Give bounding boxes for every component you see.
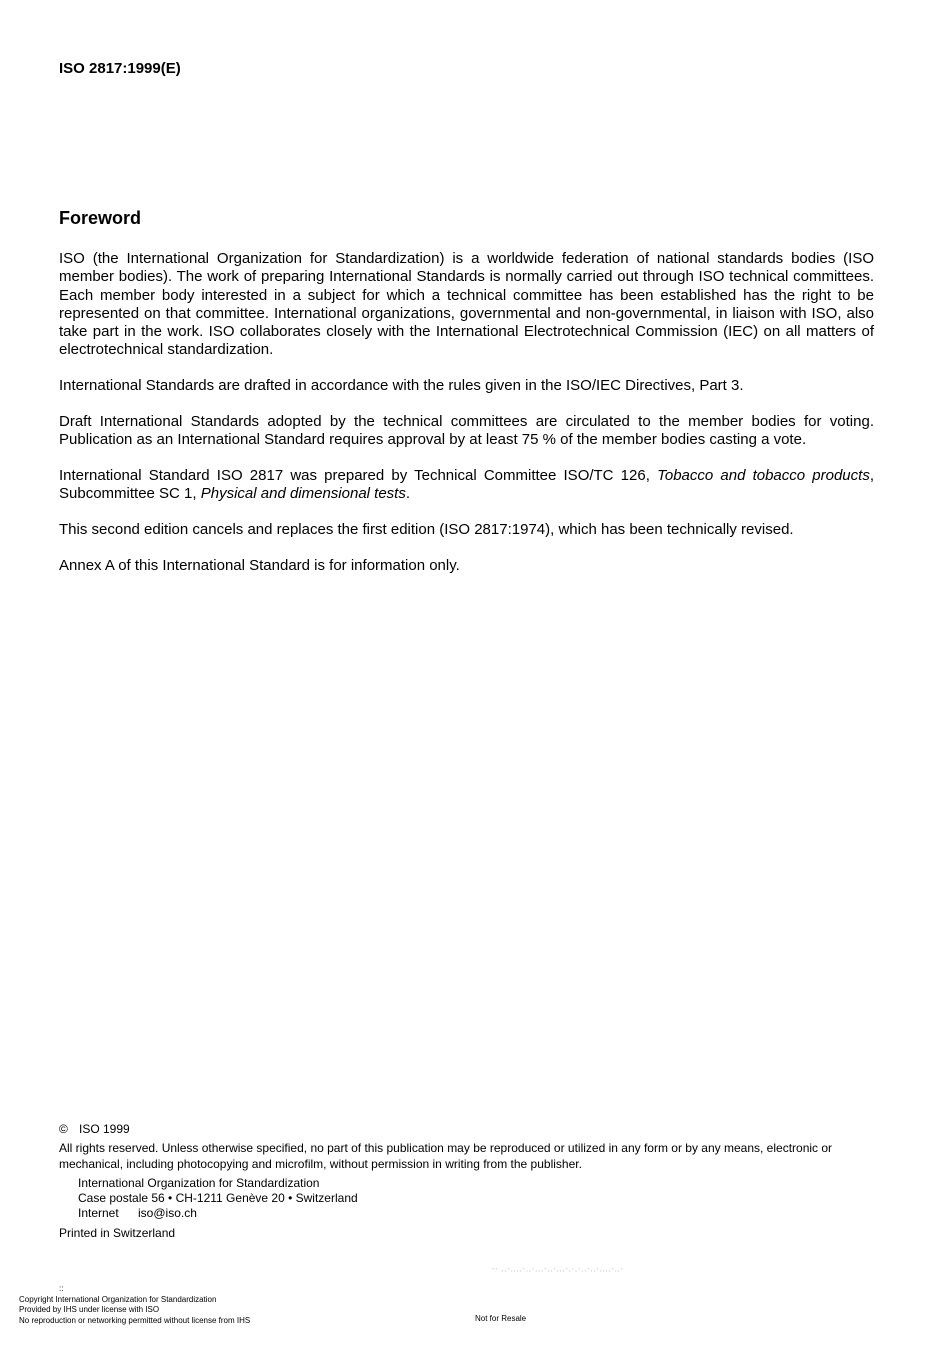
footer-line-copyright: Copyright International Organization for Standardization [19, 1295, 217, 1304]
footer-dots: :: [59, 1284, 64, 1293]
footer-line-provider: Provided by IHS under license with ISO [19, 1305, 160, 1315]
publisher-org: International Organization for Standardization [78, 1175, 320, 1190]
foreword-paragraph-voting: Draft International Standards adopted by the technical committees are circulated to the member bodies for voting. Publication as an International Standard requires approval by at least 75 % of the member bodies casting a vote. [59, 413, 874, 449]
copyright-year: ISO 1999 [79, 1122, 130, 1136]
foreword-paragraph-directives: International Standards are drafted in accordance with the rules given in the ISO/IEC Directives, Part 3. [59, 377, 744, 395]
rights-statement: All rights reserved. Unless otherwise specified, no part of this publication may be reproduced or utilized in any form or by any means, electronic or mechanical, including photocopying and microfilm, without permission in writing from the publisher. [59, 1141, 833, 1171]
copyright-block [59, 1122, 874, 1241]
foreword-heading: Foreword [59, 208, 142, 228]
subcommittee-name: Physical and dimensional tests [200, 485, 406, 503]
footer-license [19, 1295, 250, 1326]
foreword-paragraph-annex: Annex A of this International Standard is for information only. [59, 557, 460, 575]
committee-text-1: International Standard ISO 2817 was prepared by Technical Committee ISO/TC 126, [59, 467, 658, 485]
copyright-symbol: © [59, 1122, 68, 1136]
foreword-body [59, 250, 874, 575]
committee-text-3: . [405, 485, 411, 503]
footer-line-reproduction: No reproduction or networking permitted without license from IHS [19, 1315, 251, 1325]
committee-name: Tobacco and tobacco products [657, 467, 870, 485]
printed-location: Printed in Switzerland [59, 1225, 176, 1240]
internet-label: Internet [78, 1206, 119, 1221]
foreword-paragraph-edition: This second edition cancels and replaces the first edition (ISO 2817:1974), which has been technically revised. [59, 521, 794, 539]
publisher-postal: Case postale 56 • CH-1211 Genève 20 • Switzerland [78, 1191, 358, 1206]
copyright-line [59, 1122, 874, 1137]
internet-email: iso@iso.ch [138, 1206, 197, 1221]
committee-text-2: , Subcommittee SC 1, [59, 467, 874, 503]
foreword-paragraph-committee [59, 467, 874, 504]
footer-not-for-resale: Not for Resale [475, 1314, 527, 1323]
publisher-address [78, 1176, 874, 1222]
document-id: ISO 2817:1999(E) [59, 60, 181, 77]
publisher-internet [78, 1206, 874, 1221]
foreword-paragraph-iso-intro: ISO (the International Organization for Standardization) is a worldwide federation of national standards bodies (ISO member bodies). The work of preparing International Standards is normally carried out through ISO technical committees. Each member body interested in a subject for which a technical committee has been established has the right to be represented on that committee. International organizations, governmental and non-governmental, in liaison with ISO, also take part in the work. ISO collaborates closely with the International Electrotechnical Commission (IEC) on all matters of electrotechnical standardization. [59, 250, 874, 359]
faint-scan-marks: -- ,,-,,,,-,,-,,,-,,-,,,-,-,-,,-,,-,,,,-,,- [492, 1266, 625, 1273]
